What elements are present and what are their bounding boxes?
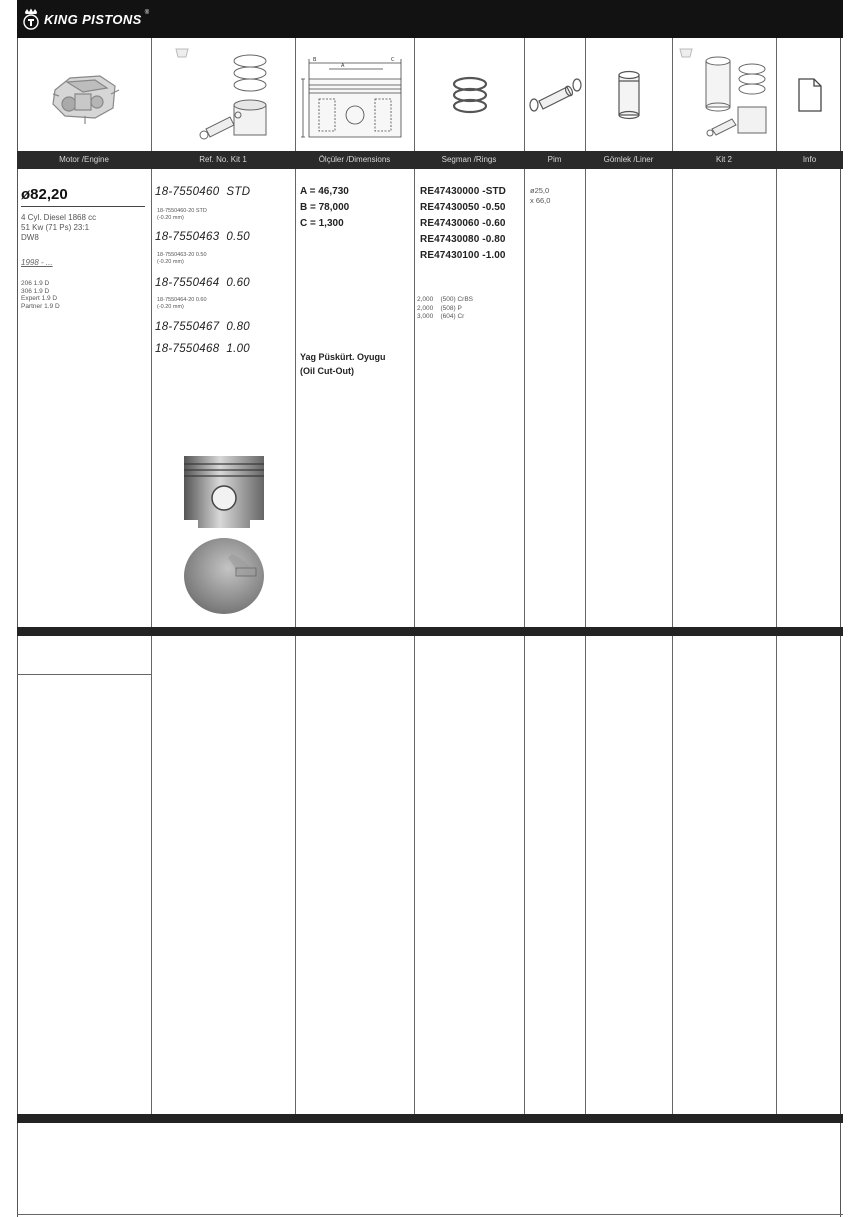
ref-part-no: 18-7550468 (155, 343, 220, 355)
ref-part-no: 18-7550467 (155, 321, 220, 333)
ref-number (155, 321, 250, 333)
engine-years: 1998 - ... (21, 258, 53, 267)
pin-length: x 66,0 (530, 196, 551, 205)
ref-size: STD (226, 186, 251, 198)
dimensions-image (296, 40, 414, 150)
rings-image (415, 40, 524, 150)
header-liner: Gömlek /Liner (603, 155, 654, 164)
brand-logo (21, 8, 149, 30)
col-divider (295, 636, 296, 1114)
ref-number (155, 277, 250, 289)
ring-ref: RE47430000 -STD (420, 186, 506, 197)
brand-bar (17, 0, 843, 38)
ref-sub-line: (-0.20 mm) (157, 215, 184, 221)
header-kit2: Kit 2 (715, 155, 732, 164)
ref-subnote (157, 208, 277, 222)
engine-desc-line: 51 Kw (71 Ps) 23:1 (21, 223, 90, 232)
row-divider (17, 1214, 843, 1215)
col-divider (151, 636, 152, 1114)
col-divider (672, 636, 673, 1114)
oil-cutout-tr: Yag Püskürt. Oyugu (300, 352, 386, 362)
vehicle-model: 206 1.9 D (21, 280, 50, 287)
piston-rings-icon (445, 70, 495, 120)
section-divider (17, 1114, 843, 1123)
header-info: Info (802, 155, 817, 164)
ref-number (155, 231, 250, 243)
kit2-image (673, 40, 776, 150)
ref-subnote (157, 297, 277, 311)
ring-ref: RE47430080 -0.80 (420, 234, 506, 245)
cylinder-liner-icon (612, 67, 646, 123)
ring-ref: RE47430100 -1.00 (420, 250, 506, 261)
ref-sub-line: (-0.20 mm) (157, 259, 184, 265)
document-icon (796, 77, 824, 113)
col-divider (776, 636, 777, 1114)
header-pin: Pim (547, 155, 562, 164)
full-kit-icon (676, 45, 774, 145)
vehicle-model: Expert 1.9 D (21, 295, 58, 302)
info-image (777, 40, 842, 150)
engine-diameter: ø82,20 (21, 186, 68, 203)
piston-pin-icon (527, 75, 583, 115)
ring-specs (417, 296, 473, 322)
ref-size: 0.50 (226, 231, 250, 243)
ref-number (155, 343, 250, 355)
piston-kit-icon (164, 43, 284, 148)
brand-name: KING PISTONS (44, 11, 142, 27)
ref-size: 0.60 (226, 277, 250, 289)
piston-icon (176, 450, 272, 618)
section-divider (17, 627, 843, 636)
engine-desc-line: DW8 (21, 233, 39, 242)
ref-sub-line: 18-7550460-20 STD (157, 208, 207, 214)
ref-sub-line: 18-7550463-20 0.50 (157, 252, 207, 258)
oil-cutout-en: (Oil Cut-Out) (300, 366, 354, 376)
brand-registered-mark: ® (144, 10, 150, 16)
header-motor: Motor /Engine (59, 155, 109, 164)
ref-sub-line: 18-7550464-20 0.60 (157, 297, 207, 303)
row-divider (17, 674, 151, 675)
dimension-a: A = 46,730 (300, 186, 349, 197)
pin-image (525, 40, 585, 150)
engine-icon (45, 60, 125, 130)
svg-text:A: A (341, 63, 345, 69)
col-divider (524, 636, 525, 1114)
column-header-bar (17, 151, 843, 169)
ref-subnote (157, 252, 277, 266)
header-dimensions: Ölçüler /Dimensions (318, 155, 391, 164)
vehicle-model: 306 1.9 D (21, 287, 50, 295)
oil-cutout-note (300, 350, 386, 378)
ref-size: 0.80 (226, 321, 250, 333)
piston-photo (176, 450, 272, 623)
ref-number (155, 186, 250, 198)
engine-description (21, 213, 147, 243)
header-ref: Ref. No. Kit 1 (199, 155, 247, 164)
col-divider (414, 636, 415, 1114)
kit1-image (152, 40, 295, 150)
dimension-drawing-icon (299, 49, 411, 141)
engine-desc-line: 4 Cyl. Diesel 1868 cc (21, 213, 97, 222)
col-divider (585, 636, 586, 1114)
ring-spec-line: 3,000 (604) Cr (417, 313, 465, 320)
vehicle-models (21, 280, 60, 310)
dimension-c: C = 1,300 (300, 218, 344, 229)
ring-ref: RE47430050 -0.50 (420, 202, 506, 213)
ring-spec-line: 2,000 (508) P (417, 304, 462, 312)
ref-part-no: 18-7550460 (155, 186, 220, 198)
ref-size: 1.00 (226, 343, 250, 355)
svg-text:B: B (313, 57, 317, 63)
pin-dimensions (530, 186, 550, 206)
dimension-b: B = 78,000 (300, 202, 350, 213)
ref-sub-line: (-0.20 mm) (157, 304, 184, 310)
engine-image (18, 40, 151, 150)
crown-logo-icon (21, 8, 41, 30)
ring-ref: RE47430060 -0.60 (420, 218, 506, 229)
ring-spec-line: 2,000 (500) CrBS (417, 296, 473, 303)
ref-part-no: 18-7550463 (155, 231, 220, 243)
ref-part-no: 18-7550464 (155, 277, 220, 289)
liner-image (586, 40, 672, 150)
pin-diameter: ø25,0 (530, 186, 550, 195)
title-underline (21, 206, 145, 207)
vehicle-model: Partner 1.9 D (21, 302, 60, 310)
svg-text:C: C (391, 57, 395, 63)
header-rings: Segman /Rings (441, 155, 497, 164)
